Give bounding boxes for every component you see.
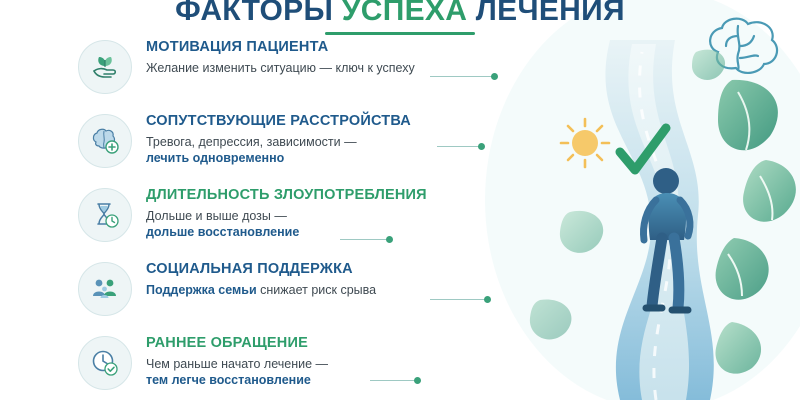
title-word-1: ФАКТОРЫ xyxy=(175,0,334,27)
illustration-svg xyxy=(470,0,800,400)
sun-rays xyxy=(561,119,609,167)
factor-item-early-treatment[interactable] xyxy=(78,332,508,406)
factor-body xyxy=(146,208,427,240)
page-title xyxy=(0,0,800,35)
factor-text-block xyxy=(146,36,415,76)
factor-text-block xyxy=(146,110,411,166)
factor-body xyxy=(146,282,376,298)
brain-plus-icon-badge xyxy=(78,114,132,168)
clock-check-icon xyxy=(90,348,120,378)
hourglass-clock-icon-badge xyxy=(78,188,132,242)
page-title-text xyxy=(0,0,800,28)
title-underline xyxy=(325,32,475,35)
title-word-3: ЛЕЧЕНИЯ xyxy=(475,0,625,27)
factor-body-prefix: Дольше и выше дозы — xyxy=(146,209,287,223)
factor-body xyxy=(146,134,411,166)
factor-heading: СОЦИАЛЬНАЯ ПОДДЕРЖКА xyxy=(146,261,353,277)
factor-body-bold: тем легче восстановление xyxy=(146,373,311,387)
factor-heading: ДЛИТЕЛЬНОСТЬ ЗЛОУПОТРЕБЛЕНИЯ xyxy=(146,187,427,203)
factor-heading: СОПУТСТВУЮЩИЕ РАССТРОЙСТВА xyxy=(146,113,411,129)
title-word-2: УСПЕХА xyxy=(341,0,468,27)
factor-item-motivation[interactable] xyxy=(78,36,508,110)
factor-body-suffix: снижает риск срыва xyxy=(256,283,377,297)
factor-heading: МОТИВАЦИЯ ПАЦИЕНТА xyxy=(146,39,329,55)
factor-body-bold: дольше восстановление xyxy=(146,225,300,239)
family-group-icon xyxy=(90,274,120,304)
factor-item-social-support[interactable] xyxy=(78,258,508,332)
factor-item-comorbid-disorders[interactable] xyxy=(78,110,508,184)
clock-check-icon-badge xyxy=(78,336,132,390)
factor-body xyxy=(146,60,415,76)
factor-text-block xyxy=(146,184,427,240)
factor-body-prefix: Чем раньше начато лечение — xyxy=(146,357,329,371)
brain-plus-icon xyxy=(90,126,120,156)
hand-leaf-icon xyxy=(90,52,120,82)
factor-body xyxy=(146,356,328,388)
illustration-panel xyxy=(470,0,800,400)
factors-list xyxy=(78,36,508,406)
factor-body-prefix: Желание изменить ситуацию — ключ к успеху xyxy=(146,61,415,75)
hourglass-clock-icon xyxy=(90,200,120,230)
family-group-icon-badge xyxy=(78,262,132,316)
hand-leaf-icon-badge xyxy=(78,40,132,94)
factor-heading: РАННЕЕ ОБРАЩЕНИЕ xyxy=(146,335,308,351)
factor-body-bold: лечить одновременно xyxy=(146,151,285,165)
factor-body-prefix: Тревога, депрессия, зависимости — xyxy=(146,135,357,149)
factor-text-block xyxy=(146,332,328,388)
factor-body-bold: Поддержка семьи xyxy=(146,283,257,297)
factor-text-block xyxy=(146,258,376,298)
factor-item-duration-of-abuse[interactable] xyxy=(78,184,508,258)
